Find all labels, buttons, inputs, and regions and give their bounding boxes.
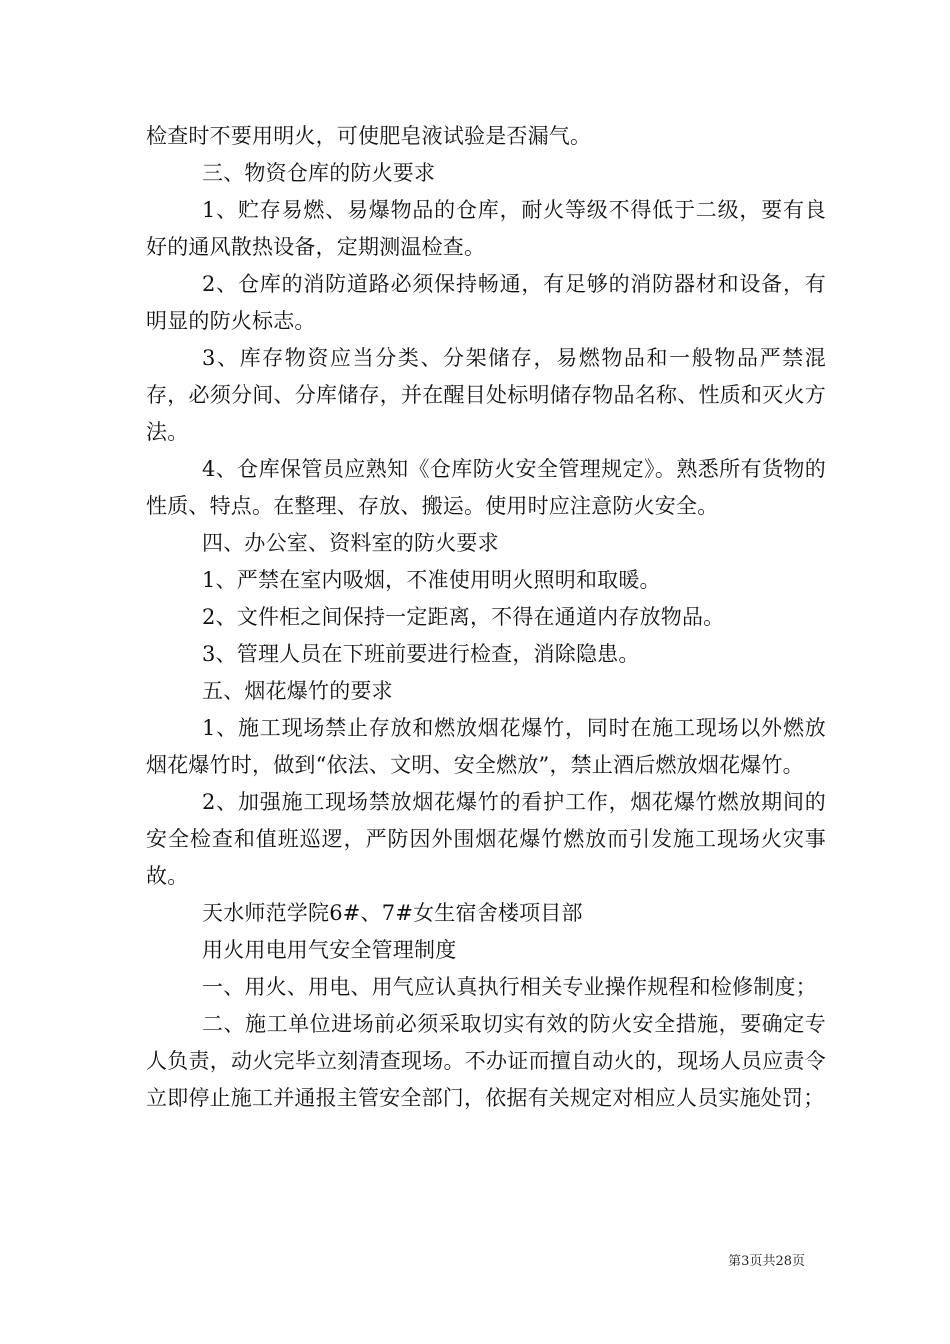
paragraph: 2、文件柜之间保持一定距离，不得在通道内存放物品。 <box>202 605 725 629</box>
paragraph: 3、库存物资应当分类、分架储存，易燃物品和一般物品严禁混存，必须分间、分库储存，并在醒目处标明储存物品名称、性质和灭火方法。 <box>146 346 826 444</box>
page-number: 第3页共28页 <box>728 1254 805 1269</box>
section-heading: 三、物资仓库的防火要求 <box>202 161 436 185</box>
paragraph: 1、严禁在室内吸烟，不准使用明火照明和取暖。 <box>202 568 661 592</box>
paragraph: 2、加强施工现场禁放烟花爆竹的看护工作，烟花爆竹燃放期间的安全检查和值班巡逻，严防因外围烟花爆竹燃放而引发施工现场火灾事故。 <box>146 790 826 888</box>
paragraph: 4、仓库保管员应熟知《仓库防火安全管理规定》。熟悉所有货物的性质、特点。在整理、存放、搬运。使用时应注意防火安全。 <box>146 457 826 518</box>
paragraph: 2、仓库的消防道路必须保持畅通，有足够的消防器材和设备，有明显的防火标志。 <box>146 272 826 333</box>
section-heading: 五、烟花爆竹的要求 <box>202 679 393 703</box>
paragraph: 二、施工单位进场前必须采取切实有效的防火安全措施，要确定专人负责，动火完毕立刻清查现场。不办证而擅自动火的，现场人员应责令立即停止施工并通报主管安全部门，依据有关规定对相应人员实施处罚； <box>146 1012 826 1110</box>
project-name: 天水师范学院6#、7#女生宿舍楼项目部 <box>202 901 583 925</box>
paragraph: 3、管理人员在下班前要进行检查，消除隐患。 <box>202 642 640 666</box>
paragraph: 1、贮存易燃、易爆物品的仓库，耐火等级不得低于二级，要有良好的通风散热设备，定期测温检查。 <box>146 198 826 259</box>
paragraph: 一、用火、用电、用气应认真执行相关专业操作规程和检修制度； <box>202 975 817 999</box>
document-body <box>146 118 826 1117</box>
paragraph: 检查时不要用明火，可使肥皂液试验是否漏气。 <box>146 124 592 148</box>
document-title: 用火用电用气安全管理制度 <box>202 938 457 962</box>
section-heading: 四、办公室、资料室的防火要求 <box>202 531 499 555</box>
paragraph: 1、施工现场禁止存放和燃放烟花爆竹，同时在施工现场以外燃放烟花爆竹时，做到“依法、文明、安全燃放”，禁止酒后燃放烟花爆竹。 <box>146 716 826 777</box>
